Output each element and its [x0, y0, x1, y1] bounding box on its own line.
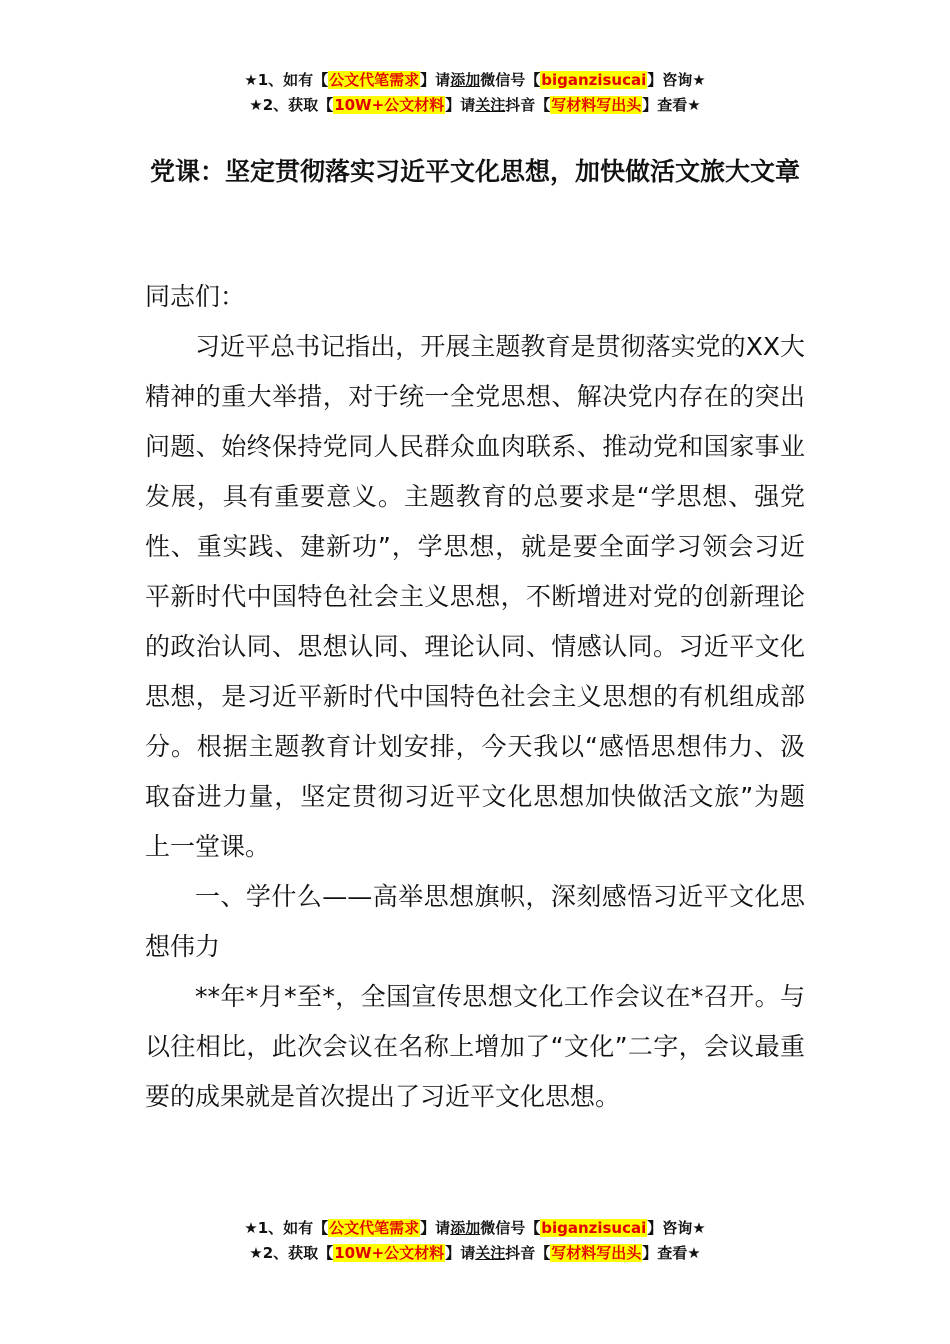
notice-line-1: [0, 1216, 950, 1241]
notice-emphasis: 添加: [450, 71, 481, 89]
notice-highlight: biganzisucai: [541, 71, 647, 89]
notice-highlight: 公文代笔需求: [329, 71, 420, 89]
header-notice: [0, 68, 950, 118]
notice-text: 抖音【: [505, 1244, 551, 1262]
notice-text: 微信号【: [480, 71, 541, 89]
notice-text: ★1、如有【: [244, 1219, 329, 1237]
notice-text: 】咨询★: [647, 71, 706, 89]
notice-emphasis: 关注: [475, 1244, 506, 1262]
salutation: 同志们：: [145, 282, 246, 311]
notice-highlight: 写材料写出头: [551, 96, 642, 114]
notice-emphasis: 关注: [475, 96, 506, 114]
paragraph: 习近平总书记指出，开展主题教育是贯彻落实党的XX大精神的重大举措，对于统一全党思想、解决党内存在的突出问题、始终保持党同人民群众血肉联系、推动党和国家事业发展，具有重要意义。主题教育的总要求是“学思想、强党性、重实践、建新功”，学思想，就是要全面学习领会习近平新时代中国特色社会主义思想，不断增进对党的创新理论的政治认同、思想认同、理论认同、情感认同。习近平文化思想，是习近平新时代中国特色社会主义思想的有机组成部分。根据主题教育计划安排，今天我以“感悟思想伟力、汲取奋进力量，坚定贯彻习近平文化思想加快做活文旅”为题上一堂课。: [145, 332, 805, 861]
document-title: 党课：坚定贯彻落实习近平文化思想，加快做活文旅大文章: [149, 157, 800, 186]
notice-highlight: biganzisucai: [541, 1219, 647, 1237]
notice-text: 】查看★: [642, 1244, 701, 1262]
notice-text: 抖音【: [505, 96, 551, 114]
paragraph: **年*月*至*，全国宣传思想文化工作会议在*召开。与以往相比，此次会议在名称上增加了“文化”二字，会议最重要的成果就是首次提出了习近平文化思想。: [145, 982, 805, 1111]
notice-text: 】请: [445, 96, 476, 114]
notice-text: 】请: [420, 71, 451, 89]
notice-text: 】请: [445, 1244, 476, 1262]
notice-text: 微信号【: [480, 1219, 541, 1237]
document-body: [145, 272, 805, 1122]
notice-text: ★1、如有【: [244, 71, 329, 89]
notice-text: 】咨询★: [647, 1219, 706, 1237]
notice-line-2: [0, 1241, 950, 1266]
notice-text: 】查看★: [642, 96, 701, 114]
notice-emphasis: 添加: [450, 1219, 481, 1237]
section-heading: 一、学什么——高举思想旗帜，深刻感悟习近平文化思想伟力: [145, 882, 805, 961]
notice-text: ★2、获取【: [249, 1244, 334, 1262]
notice-line-2: [0, 93, 950, 118]
notice-highlight: 写材料写出头: [551, 1244, 642, 1262]
notice-highlight: 10W+公文材料: [334, 96, 445, 114]
notice-text: ★2、获取【: [249, 96, 334, 114]
footer-notice: [0, 1216, 950, 1266]
notice-text: 】请: [420, 1219, 451, 1237]
notice-highlight: 公文代笔需求: [329, 1219, 420, 1237]
notice-highlight: 10W+公文材料: [334, 1244, 445, 1262]
notice-line-1: [0, 68, 950, 93]
